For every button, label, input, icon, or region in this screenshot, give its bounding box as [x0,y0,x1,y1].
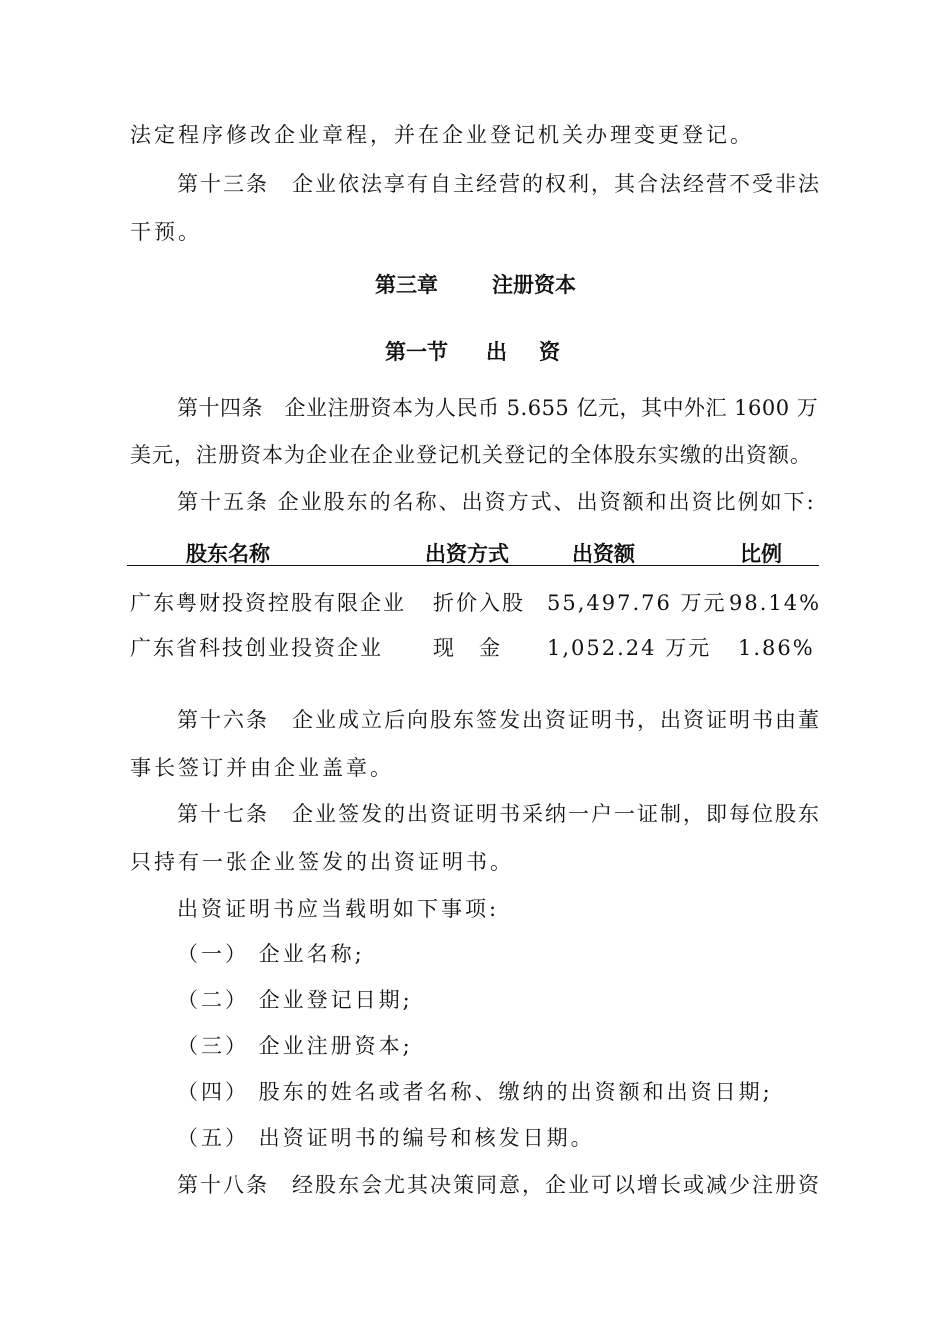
section-title-char-2: 资 [539,340,560,364]
article-17-line-1: 第十七条 企业签发的出资证明书采纳一户一证制，即每位股东 [177,802,821,826]
table-cell-ratio: 1.86% [738,636,815,660]
table-header-ratio: 比例 [740,542,782,566]
list-item: （四） 股东的姓名或者名称、缴纳的出资额和出资日期; [177,1080,773,1104]
table-cell-amount: 1,052.24 万元 [547,636,712,660]
table-cell-ratio: 98.14% [729,591,822,615]
table-header-amount: 出资额 [572,542,635,566]
section-number: 第一节 [385,340,448,364]
article-17-line-2: 只持有一张企业签发的出资证明书。 [130,850,514,874]
list-item: （五） 出资证明书的编号和核发日期。 [177,1126,595,1150]
table-cell-method: 现 金 [433,636,502,660]
article-14-line-2: 美元，注册资本为企业在企业登记机关登记的全体股东实缴的出资额。 [130,443,812,467]
list-item: （三） 企业注册资本; [177,1034,413,1058]
table-cell-name: 广东省科技创业投资企业 [130,636,383,660]
article-16-line-1: 第十六条 企业成立后向股东签发出资证明书，出资证明书由董 [177,708,821,732]
article-18-line-1: 第十八条 经股东会尤其决策同意，企业可以增长或减少注册资 [177,1173,821,1197]
section-heading [385,338,560,366]
section-title-char-1: 出 [486,340,507,364]
certificate-intro: 出资证明书应当载明如下事项: [177,897,500,921]
article-13-line-2: 干预。 [130,220,202,244]
table-header-rule [127,565,819,566]
article-15: 第十五条 企业股东的名称、出资方式、出资额和出资比例如下: [177,490,816,514]
article-13-line-1: 第十三条 企业依法享有自主经营的权利，其合法经营不受非法 [177,172,821,196]
table-cell-method: 折价入股 [433,591,525,615]
table-header-method: 出资方式 [425,542,509,566]
article-16-line-2: 事长签订并由企业盖章。 [130,756,394,780]
chapter-number: 第三章 [375,273,438,297]
list-item: （一） 企业名称; [177,942,365,966]
table-cell-name: 广东粤财投资控股有限企业 [130,591,406,615]
chapter-heading [375,271,576,299]
table-cell-amount: 55,497.76 万元 [547,591,727,615]
chapter-title: 注册资本 [492,273,576,297]
article-14-line-1: 第十四条 企业注册资本为人民币 5.655 亿元，其中外汇 1600 万 [177,396,819,420]
paragraph-continuation: 法定程序修改企业章程，并在企业登记机关办理变更登记。 [130,123,754,147]
table-header-name: 股东名称 [186,542,270,566]
list-item: （二） 企业登记日期; [177,988,413,1012]
